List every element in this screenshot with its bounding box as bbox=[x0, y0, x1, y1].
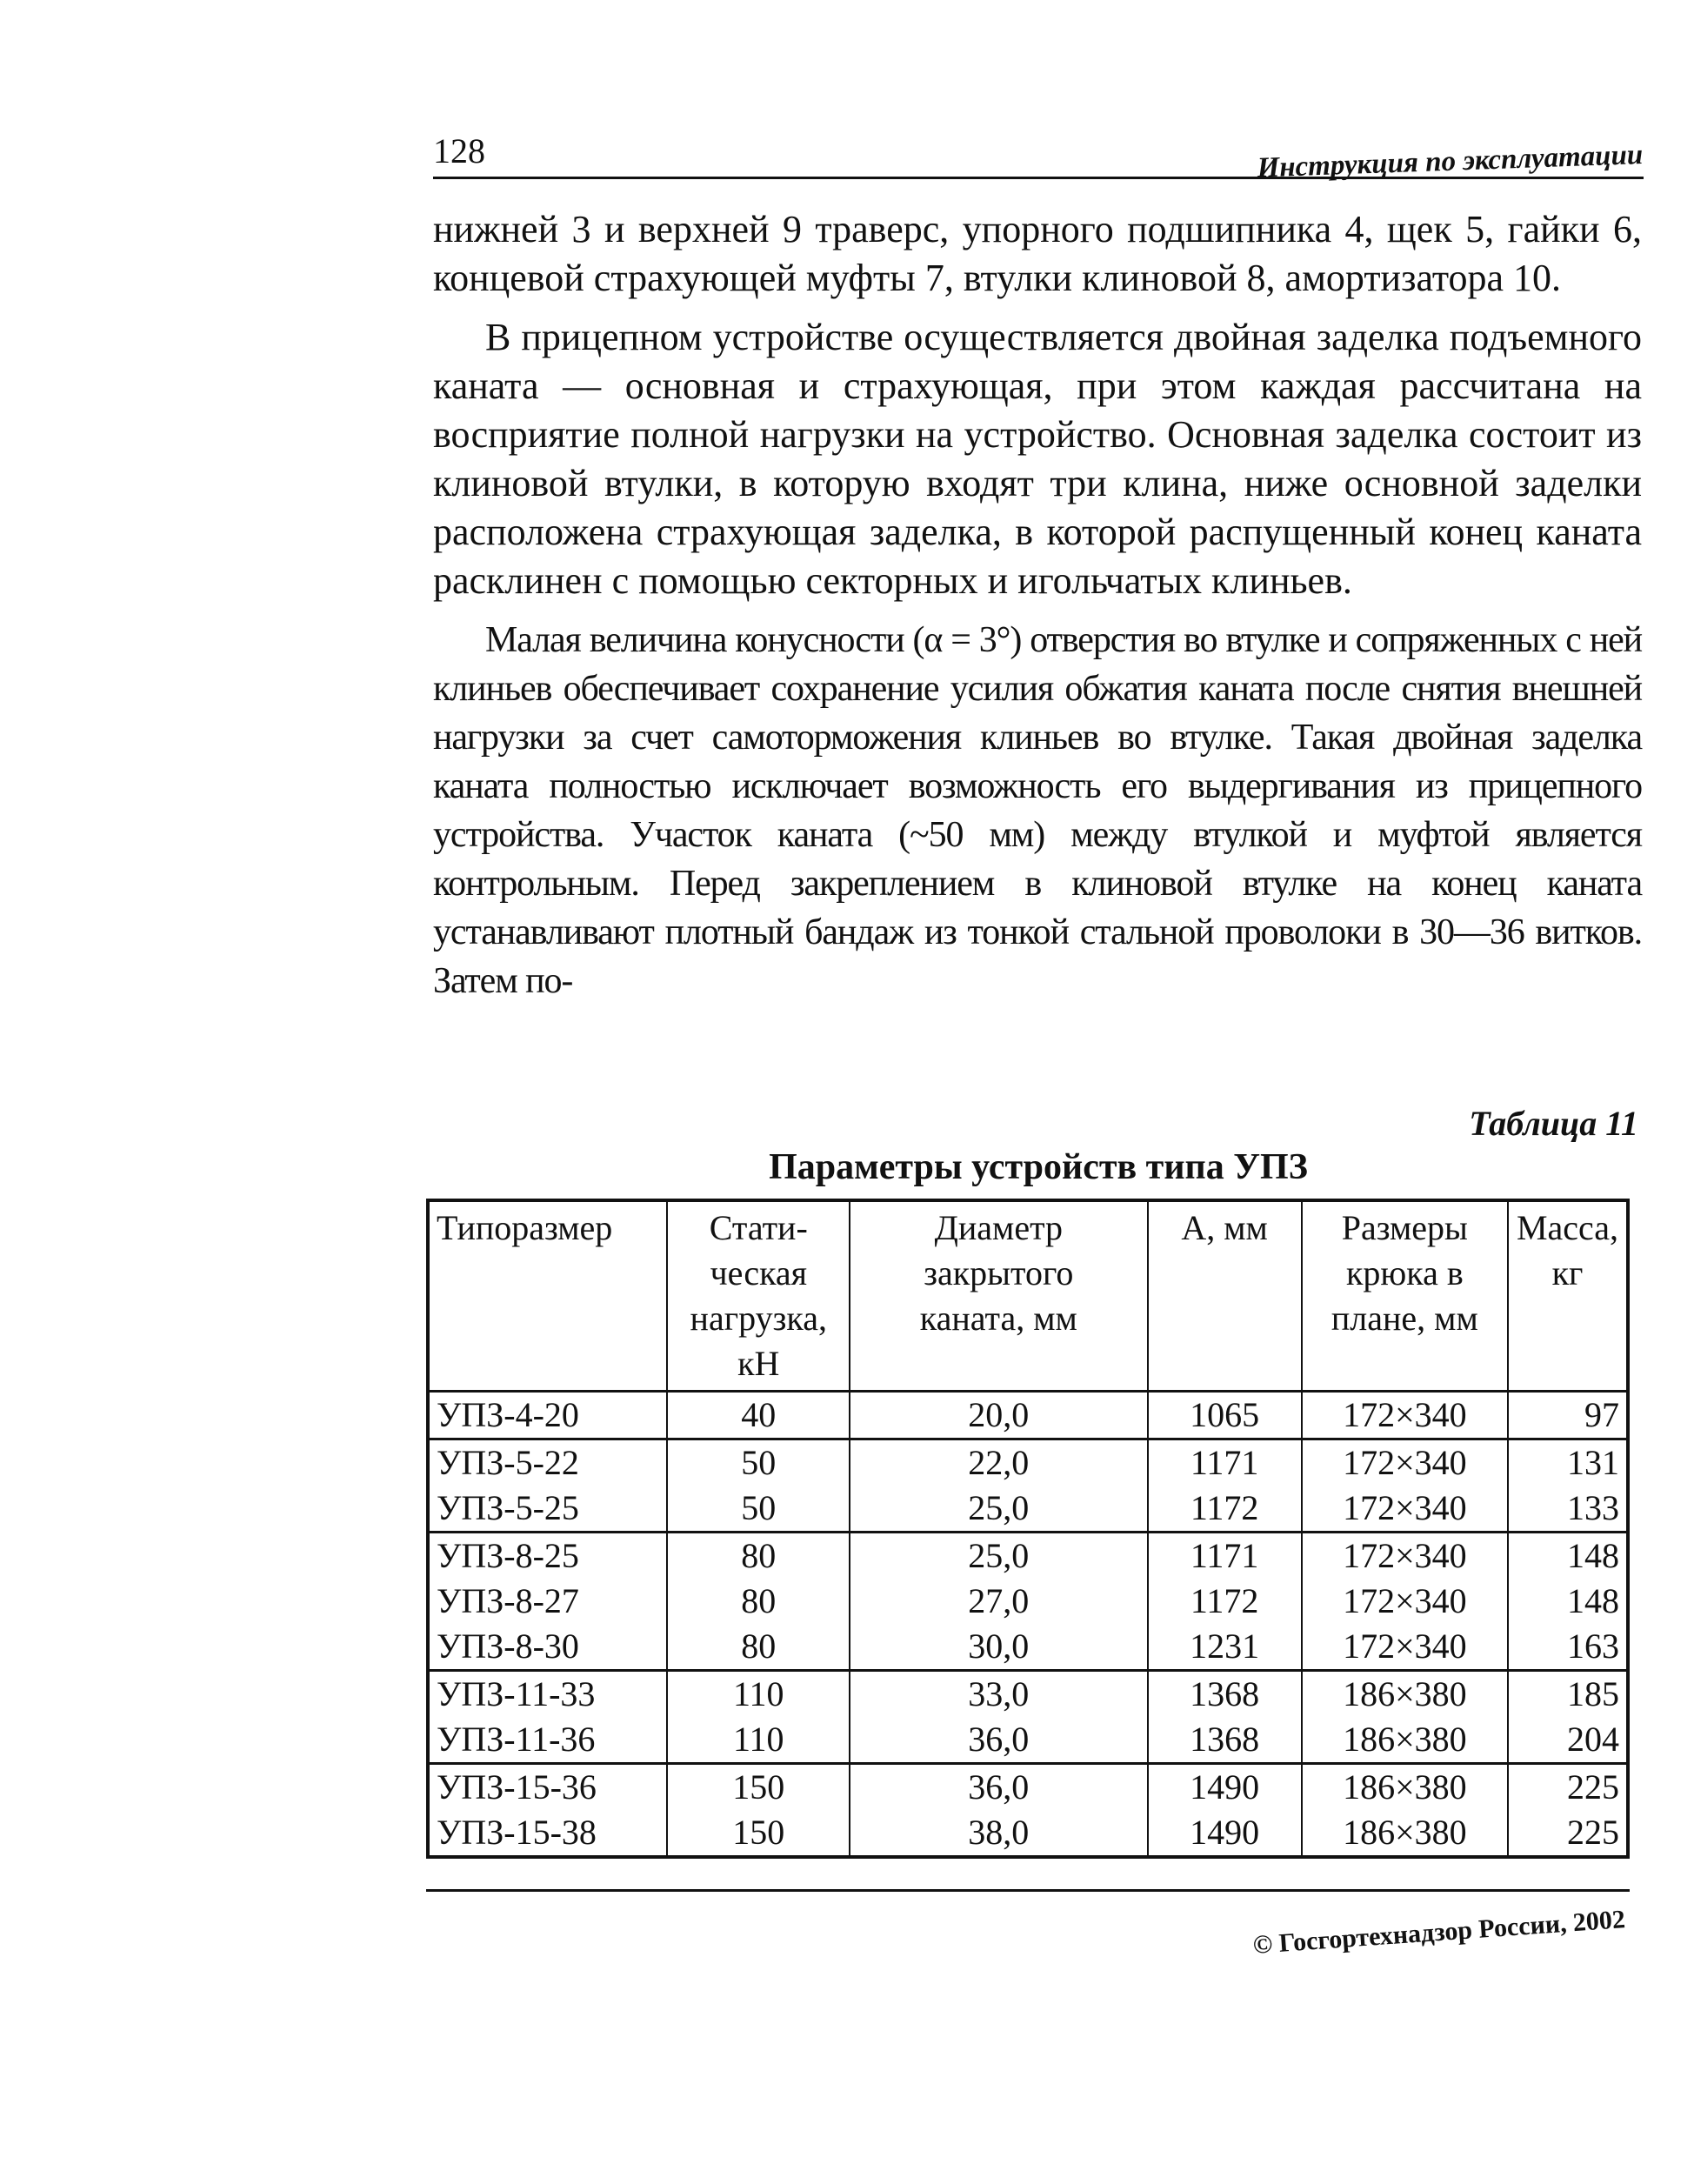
cell-type: УПЗ-11-36 bbox=[428, 1717, 667, 1764]
table-row bbox=[428, 1579, 1628, 1624]
parameters-table bbox=[426, 1199, 1630, 1859]
cell-load: 110 bbox=[667, 1717, 850, 1764]
cell-type: УПЗ-5-22 bbox=[428, 1439, 667, 1486]
running-head: Инструкция по эксплуатации bbox=[1257, 139, 1644, 184]
cell-a: 1368 bbox=[1148, 1717, 1302, 1764]
cell-a: 1490 bbox=[1148, 1764, 1302, 1811]
body-text bbox=[433, 205, 1642, 1005]
cell-mass: 204 bbox=[1508, 1717, 1628, 1764]
cell-hook: 172×340 bbox=[1302, 1579, 1508, 1624]
cell-hook: 172×340 bbox=[1302, 1624, 1508, 1671]
cell-hook: 186×380 bbox=[1302, 1671, 1508, 1718]
cell-a: 1065 bbox=[1148, 1392, 1302, 1439]
table-row bbox=[428, 1810, 1628, 1857]
cell-type: УПЗ-8-30 bbox=[428, 1624, 667, 1671]
cell-mass: 225 bbox=[1508, 1764, 1628, 1811]
cell-a: 1490 bbox=[1148, 1810, 1302, 1857]
cell-hook: 172×340 bbox=[1302, 1533, 1508, 1580]
header-mass: Масса, кг bbox=[1508, 1200, 1628, 1392]
cell-diameter: 27,0 bbox=[850, 1579, 1147, 1624]
cell-load: 150 bbox=[667, 1764, 850, 1811]
table-row bbox=[428, 1392, 1628, 1439]
header-load: Стати- ческая нагрузка, кН bbox=[667, 1200, 850, 1392]
header-a: А, мм bbox=[1148, 1200, 1302, 1392]
cell-load: 80 bbox=[667, 1533, 850, 1580]
cell-mass: 163 bbox=[1508, 1624, 1628, 1671]
cell-diameter: 36,0 bbox=[850, 1764, 1147, 1811]
cell-type: УПЗ-8-27 bbox=[428, 1579, 667, 1624]
cell-type: УПЗ-8-25 bbox=[428, 1533, 667, 1580]
cell-hook: 172×340 bbox=[1302, 1392, 1508, 1439]
cell-a: 1368 bbox=[1148, 1671, 1302, 1718]
cell-hook: 172×340 bbox=[1302, 1439, 1508, 1486]
cell-diameter: 25,0 bbox=[850, 1486, 1147, 1533]
cell-type: УПЗ-15-36 bbox=[428, 1764, 667, 1811]
cell-mass: 148 bbox=[1508, 1579, 1628, 1624]
table-row bbox=[428, 1764, 1628, 1811]
cell-hook: 172×340 bbox=[1302, 1486, 1508, 1533]
table-row bbox=[428, 1717, 1628, 1764]
cell-a: 1172 bbox=[1148, 1579, 1302, 1624]
header-hook: Размеры крюка в плане, мм bbox=[1302, 1200, 1508, 1392]
footer-copyright: © Госгортехнадзор России, 2002 bbox=[1251, 1905, 1626, 1960]
cell-mass: 131 bbox=[1508, 1439, 1628, 1486]
table-row bbox=[428, 1439, 1628, 1486]
header-rule bbox=[433, 177, 1644, 179]
cell-load: 80 bbox=[667, 1624, 850, 1671]
cell-type: УПЗ-5-25 bbox=[428, 1486, 667, 1533]
cell-hook: 186×380 bbox=[1302, 1764, 1508, 1811]
cell-type: УПЗ-11-33 bbox=[428, 1671, 667, 1718]
cell-a: 1171 bbox=[1148, 1439, 1302, 1486]
table-row bbox=[428, 1671, 1628, 1718]
cell-type: УПЗ-4-20 bbox=[428, 1392, 667, 1439]
paragraph-2: В прицепном устройстве осуществляется двойная заделка подъемного каната — основная и страхующая, при этом каждая рассчитана на восприятие полной нагрузки на устройство. Основная заделка состоит из клиновой втулки, в которую входят три клина, ниже основной заделки расположена страхующая заделка, в которой распущенный конец каната расклинен с помощью секторных и игольчатых клиньев. bbox=[433, 316, 1642, 602]
table-title: Параметры устройств типа УПЗ bbox=[769, 1147, 1308, 1187]
cell-diameter: 25,0 bbox=[850, 1533, 1147, 1580]
cell-load: 110 bbox=[667, 1671, 850, 1718]
cell-diameter: 38,0 bbox=[850, 1810, 1147, 1857]
cell-load: 150 bbox=[667, 1810, 850, 1857]
header-diameter: Диаметр закрытого каната, мм bbox=[850, 1200, 1147, 1392]
table-row bbox=[428, 1624, 1628, 1671]
cell-mass: 97 bbox=[1508, 1392, 1628, 1439]
cell-mass: 225 bbox=[1508, 1810, 1628, 1857]
table-number: Таблица 11 bbox=[1469, 1104, 1638, 1143]
cell-load: 40 bbox=[667, 1392, 850, 1439]
page-header bbox=[433, 130, 1644, 184]
paragraph-1: нижней 3 и верхней 9 траверс, упорного подшипника 4, щек 5, гайки 6, концевой страхующей муфты 7, втулки клиновой 8, амортизатора 10. bbox=[433, 208, 1642, 299]
cell-load: 50 bbox=[667, 1439, 850, 1486]
cell-hook: 186×380 bbox=[1302, 1717, 1508, 1764]
cell-a: 1172 bbox=[1148, 1486, 1302, 1533]
cell-load: 80 bbox=[667, 1579, 850, 1624]
cell-mass: 133 bbox=[1508, 1486, 1628, 1533]
cell-diameter: 36,0 bbox=[850, 1717, 1147, 1764]
table-row bbox=[428, 1486, 1628, 1533]
cell-type: УПЗ-15-38 bbox=[428, 1810, 667, 1857]
cell-diameter: 33,0 bbox=[850, 1671, 1147, 1718]
cell-load: 50 bbox=[667, 1486, 850, 1533]
table-header-row bbox=[428, 1200, 1628, 1392]
cell-diameter: 20,0 bbox=[850, 1392, 1147, 1439]
table-row bbox=[428, 1533, 1628, 1580]
cell-a: 1231 bbox=[1148, 1624, 1302, 1671]
cell-diameter: 30,0 bbox=[850, 1624, 1147, 1671]
page-number: 128 bbox=[433, 131, 485, 170]
table-body bbox=[428, 1392, 1628, 1858]
cell-a: 1171 bbox=[1148, 1533, 1302, 1580]
paragraph-3: Малая величина конусности (α = 3°) отверстия во втулке и сопряженных с ней клиньев обеспечивает сохранение усилия обжатия каната после снятия внешней нагрузки за счет самоторможения клиньев во втулке. Такая двойная заделка каната полностью исключает возможность его выдергивания из прицепного устройства. Участок каната (~50 мм) между втулкой и муфтой является контрольным. Перед закреплением в клиновой втулке на конец каната устанавливают плотный бандаж из тонкой стальной проволоки в 30—36 витков. Затем по- bbox=[433, 620, 1642, 1001]
cell-mass: 148 bbox=[1508, 1533, 1628, 1580]
cell-diameter: 22,0 bbox=[850, 1439, 1147, 1486]
header-type: Типоразмер bbox=[428, 1200, 667, 1392]
cell-hook: 186×380 bbox=[1302, 1810, 1508, 1857]
footer-rule bbox=[426, 1889, 1630, 1892]
cell-mass: 185 bbox=[1508, 1671, 1628, 1718]
